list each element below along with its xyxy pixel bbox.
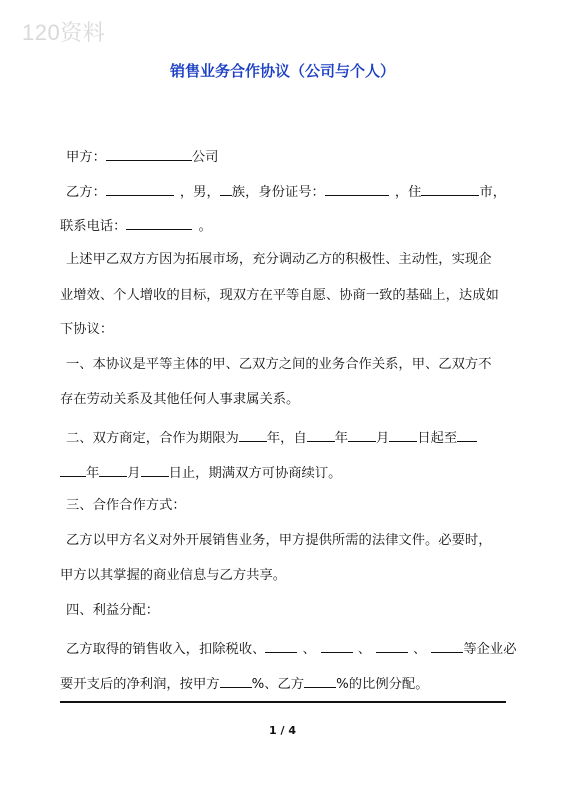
clause2-day-end: 日止，期满双方可协商续订。 xyxy=(168,466,342,481)
party-b-city-label: 市， xyxy=(479,185,507,200)
clause2-day-from: 日起至 xyxy=(417,431,458,446)
start-year-blank xyxy=(307,427,335,442)
party-a-suffix: 公司 xyxy=(191,150,219,165)
clause4-sep-3: 、 xyxy=(413,642,427,657)
clause2-start: 二、双方商定，合作为期限为 xyxy=(66,431,239,446)
party-b-percent-blank xyxy=(304,673,336,688)
party-b-label: 乙方： xyxy=(66,185,106,200)
party-a-blank xyxy=(106,146,192,161)
clause2-line-2 xyxy=(60,462,505,483)
deduction-blank-1 xyxy=(265,638,297,653)
intro-line-1: 上述甲乙双方方因为拓展市场，充分调动乙方的积极性、主动性，实现企 xyxy=(66,252,492,267)
clause4-pct-b: %的比例分配。 xyxy=(336,677,429,692)
deduction-blank-4 xyxy=(431,638,463,653)
clause4-title: 四、利益分配： xyxy=(66,603,160,618)
party-b-name-blank xyxy=(106,181,174,196)
clause3-line-1: 乙方以甲方名义对外开展销售业务，甲方提供所需的法律文件。必要时， xyxy=(66,533,492,548)
intro-line-2: 业增效、个人增收的目标，现双方在平等自愿、协商一致的基础上，达成如 xyxy=(60,288,499,303)
party-b-line xyxy=(66,181,505,202)
clause1-line-1: 一、本协议是平等主体的甲、乙双方之间的业务合作关系，甲、乙双方不 xyxy=(66,357,492,372)
clause4-line-1 xyxy=(66,638,517,659)
deduction-blank-2 xyxy=(321,638,353,653)
start-month-blank xyxy=(348,427,376,442)
footer-rule xyxy=(60,701,506,703)
clause3-title: 三、合作合作方式： xyxy=(66,498,186,513)
clause4-pct-a: %、乙方 xyxy=(251,677,305,692)
clause4-line-2 xyxy=(60,673,505,694)
phone-end: 。 xyxy=(198,219,212,234)
end-year-blank-part1 xyxy=(457,427,477,442)
document-title: 销售业务合作协议（公司与个人） xyxy=(169,62,395,80)
phone-blank xyxy=(126,215,192,230)
watermark: 120资料 xyxy=(22,20,106,45)
end-day-blank xyxy=(141,462,169,477)
start-day-blank xyxy=(389,427,417,442)
phone-label: 联系电话： xyxy=(60,219,127,234)
clause2-month: 月 xyxy=(376,431,390,446)
clause2-year2: 年 xyxy=(334,431,349,446)
party-b-live-label: ，住 xyxy=(394,185,422,200)
clause4-end: 等企业必 xyxy=(463,642,517,657)
party-a-line xyxy=(66,146,505,167)
clause1-line-2: 存在劳动关系及其他任何人事隶属关系。 xyxy=(60,392,300,407)
clause4-start: 乙方取得的销售收入，扣除税收、 xyxy=(66,642,266,657)
deduction-blank-3 xyxy=(376,638,408,653)
clause4-line2-start: 要开支后的净利润，按甲方 xyxy=(60,677,220,692)
clause2-line-1 xyxy=(66,427,505,448)
party-b-ethnic-blank xyxy=(220,181,232,196)
clause2-year3: 年 xyxy=(86,466,100,481)
clause2-month2: 月 xyxy=(127,466,141,481)
party-b-ethnic-label: 族，身份证号： xyxy=(231,185,325,200)
end-month-blank xyxy=(99,462,127,477)
phone-line xyxy=(60,215,505,236)
party-b-male: ，男， xyxy=(179,185,220,200)
party-b-address-blank xyxy=(421,181,479,196)
intro-line-3: 下协议： xyxy=(60,322,114,337)
clause4-sep-1: 、 xyxy=(302,642,316,657)
clause4-sep-2: 、 xyxy=(357,642,372,657)
party-a-percent-blank xyxy=(220,673,252,688)
term-years-blank xyxy=(239,427,267,442)
page-number: 1 / 4 xyxy=(269,724,296,737)
clause3-line-2: 甲方以其掌握的商业信息与乙方共享。 xyxy=(60,568,287,583)
end-year-blank-part2 xyxy=(60,462,86,477)
party-b-id-blank xyxy=(325,181,389,196)
party-a-label: 甲方： xyxy=(66,150,106,165)
clause2-year: 年，自 xyxy=(266,431,307,446)
